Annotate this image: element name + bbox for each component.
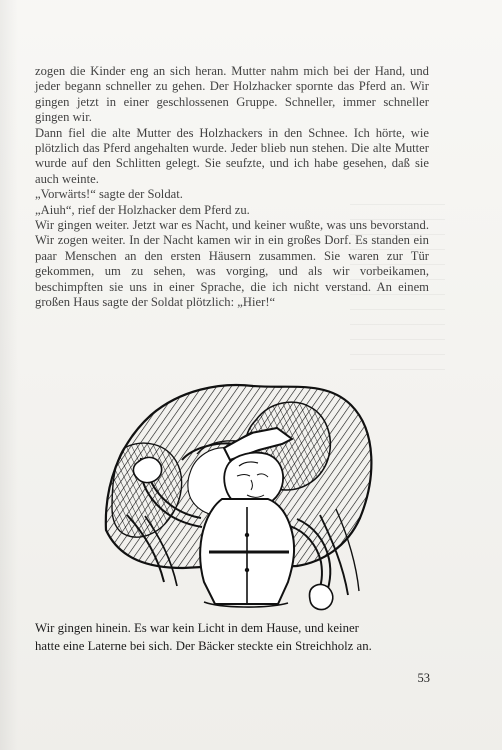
illustration [96, 370, 388, 616]
caption-line: Wir gingen hinein. Es war kein Licht in dem Hause, und keiner [35, 621, 359, 635]
page-number: 53 [417, 671, 430, 685]
body-paragraph: „Vorwärts!“ sagte der Soldat. [35, 187, 183, 202]
body-paragraph: Dann fiel die alte Mutter des Holzhackers in den Schnee. Ich hörte, wie plötzlich das Pferd angehalten wurde. Jeder blieb nun stehen. Die alte Mutter wurde auf den Schlitten gelegt. Sie seufzte, und ich habe gesehen, daß sie auch weinte. [35, 125, 429, 186]
caption-text [35, 619, 434, 655]
body-paragraph: zogen die Kinder eng an sich heran. Mutter nahm mich bei der Hand, und jeder begann schneller zu gehen. Der Holzhacker spornte das Pferd an. Wir gingen jetzt in einer geschlossenen Gruppe. Schneller, immer schneller gingen wir. [35, 64, 429, 125]
caption-line: hatte eine Laterne bei sich. Der Bäcker steckte ein Streichholz an. [35, 639, 372, 653]
body-paragraph: Wir gingen weiter. Jetzt war es Nacht, und keiner wußte, was uns bevorstand. Wir zogen weiter. In der Nacht kamen wir in ein großes Dorf. Es standen ein paar Menschen an den ersten Häusern zusammen. Sie waren zur Tür gekommen, um zu sehen, was vorging, und als wir vorbeikamen, beschimpften sie uns in einer Sprache, die ich nicht verstand. An einem großen Haus sagte der Soldat plötzlich: „Hier!“ [35, 218, 429, 310]
body-paragraph: „Aiuh“, rief der Holzhacker dem Pferd zu. [35, 202, 250, 217]
body-text [35, 64, 429, 311]
